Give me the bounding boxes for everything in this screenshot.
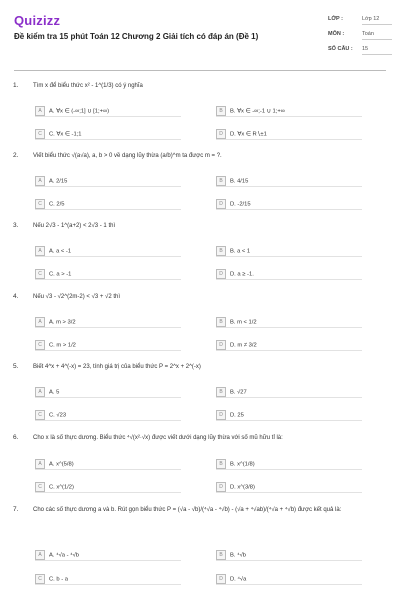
option-text: C. a > -1: [49, 271, 72, 278]
answer-option[interactable]: [35, 106, 109, 116]
option-text: A. 2/15: [49, 178, 68, 185]
option-text: B. x^(1/8): [230, 461, 255, 468]
option-text: C. m > 1/2: [49, 342, 76, 349]
option-key-box[interactable]: C: [35, 340, 45, 350]
meta-label-subject: MÔN :: [328, 31, 345, 37]
option-key-box[interactable]: D: [216, 340, 226, 350]
option-text: C. 2/5: [49, 201, 65, 208]
option-underline: [35, 560, 181, 561]
header-divider: [14, 70, 386, 71]
option-underline: [216, 139, 362, 140]
option-text: A. a < -1: [49, 248, 72, 255]
question-text: Cho các số thực dương a và b. Rút gọn biểu thức P = (√a - √b)/(⁴√a - ⁴√b) - (√a + ⁴√ab)/(⁴√a + ⁴√b) được kết quả là:: [33, 506, 342, 513]
answer-option[interactable]: [35, 459, 74, 469]
question-number: 7.: [13, 506, 19, 513]
meta-value-subject: Toán: [362, 31, 392, 40]
option-key-box[interactable]: B: [216, 176, 226, 186]
answer-option[interactable]: [216, 340, 257, 350]
answer-option[interactable]: [35, 176, 67, 186]
option-text: D. m ≠ 3/2: [230, 342, 257, 349]
option-underline: [35, 420, 181, 421]
option-underline: [35, 397, 181, 398]
meta-value-count: 15: [362, 46, 392, 55]
option-text: C. x^(1/2): [49, 484, 74, 491]
answer-option[interactable]: [35, 410, 66, 420]
option-key-box[interactable]: A: [35, 106, 45, 116]
option-text: B. ⁴√b: [230, 552, 246, 559]
answer-option[interactable]: [216, 410, 244, 420]
answer-option[interactable]: [35, 387, 59, 397]
option-text: C. b - a: [49, 576, 69, 583]
option-underline: [216, 116, 362, 117]
option-underline: [216, 397, 362, 398]
option-key-box[interactable]: A: [35, 176, 45, 186]
answer-option[interactable]: [216, 387, 247, 397]
option-key-box[interactable]: D: [216, 410, 226, 420]
meta-value-class: Lớp 12: [362, 16, 392, 25]
option-underline: [35, 209, 181, 210]
meta-label-class: LỚP :: [328, 16, 343, 22]
answer-option[interactable]: [35, 246, 71, 256]
question-number: 5.: [13, 363, 19, 370]
option-key-box[interactable]: A: [35, 550, 45, 560]
option-underline: [35, 350, 181, 351]
answer-option[interactable]: [216, 246, 250, 256]
answer-option[interactable]: [216, 106, 285, 116]
option-key-box[interactable]: C: [35, 199, 45, 209]
answer-option[interactable]: [35, 550, 79, 560]
question-number: 4.: [13, 293, 19, 300]
question-text: Nếu 2√3 - 1^(a+2) < 2√3 - 1 thì: [33, 222, 116, 229]
question-number: 1.: [13, 82, 19, 89]
option-underline: [216, 584, 362, 585]
option-underline: [216, 186, 362, 187]
option-text: D. 25: [230, 412, 244, 419]
option-key-box[interactable]: B: [216, 550, 226, 560]
question-text: Viết biểu thức √(a√a), a, b > 0 về dạng lũy thừa (a/b)^m ta được m = ?.: [33, 152, 222, 159]
option-text: C. √23: [49, 412, 67, 419]
option-key-box[interactable]: A: [35, 246, 45, 256]
quizizz-logo: Quizizz: [14, 13, 61, 28]
option-text: B. √27: [230, 389, 247, 396]
option-key-box[interactable]: C: [35, 574, 45, 584]
option-key-box[interactable]: D: [216, 574, 226, 584]
option-text: D. a ≥ -1.: [230, 271, 254, 278]
option-key-box[interactable]: B: [216, 387, 226, 397]
option-underline: [35, 186, 181, 187]
option-underline: [216, 469, 362, 470]
option-key-box[interactable]: D: [216, 269, 226, 279]
answer-option[interactable]: [216, 459, 255, 469]
question-text: Biết 4^x + 4^(-x) = 23, tính giá trị của biểu thức P = 2^x + 2^(-x): [33, 363, 201, 370]
option-key-box[interactable]: B: [216, 459, 226, 469]
answer-option[interactable]: [216, 482, 255, 492]
option-text: A. ∀x ∈ (-∞;1] ∪ [1;+∞): [49, 108, 110, 115]
option-text: A. ⁴√a - ⁴√b: [49, 552, 80, 559]
meta-label-count: SỐ CÂU :: [328, 46, 353, 52]
option-underline: [35, 256, 181, 257]
option-underline: [216, 560, 362, 561]
answer-option[interactable]: [216, 269, 254, 279]
option-text: C. ∀x ∈ -1;1: [49, 131, 82, 138]
option-text: B. ∀x ∈ -∞;-1 ∪ 1;+∞: [230, 108, 285, 115]
option-underline: [216, 209, 362, 210]
option-underline: [35, 584, 181, 585]
answer-option[interactable]: [35, 482, 74, 492]
option-text: D. ⁴√a: [230, 576, 247, 583]
option-underline: [35, 327, 181, 328]
option-text: D. x^(3/8): [230, 484, 255, 491]
option-key-box[interactable]: D: [216, 199, 226, 209]
option-text: A. x^(5/8): [49, 461, 74, 468]
answer-option[interactable]: [35, 317, 76, 327]
option-underline: [35, 469, 181, 470]
option-text: B. 4/15: [230, 178, 249, 185]
option-underline: [35, 116, 181, 117]
option-key-box[interactable]: C: [35, 129, 45, 139]
question-number: 3.: [13, 222, 19, 229]
option-key-box[interactable]: C: [35, 269, 45, 279]
answer-option[interactable]: [216, 176, 248, 186]
answer-option[interactable]: [35, 340, 76, 350]
option-key-box[interactable]: B: [216, 106, 226, 116]
question-text: Cho x là số thực dương. Biểu thức ⁴√(x²·√x) được viết dưới dạng lũy thừa với số mũ hữu tỉ là:: [33, 434, 283, 441]
option-text: D. -2/15: [230, 201, 251, 208]
question-number: 2.: [13, 152, 19, 159]
answer-option[interactable]: [35, 129, 82, 139]
option-underline: [35, 492, 181, 493]
option-underline: [216, 256, 362, 257]
answer-option[interactable]: [35, 199, 64, 209]
answer-option[interactable]: [35, 269, 71, 279]
answer-option[interactable]: [35, 574, 68, 584]
option-text: A. 5: [49, 389, 60, 396]
option-underline: [216, 420, 362, 421]
option-text: B. m < 1/2: [230, 319, 257, 326]
option-key-box[interactable]: D: [216, 129, 226, 139]
answer-option[interactable]: [216, 129, 267, 139]
option-text: D. ∀x ∈ R∖±1: [230, 131, 267, 138]
option-text: B. a < 1: [230, 248, 251, 255]
option-underline: [216, 279, 362, 280]
answer-option[interactable]: [216, 550, 246, 560]
answer-option[interactable]: [216, 574, 246, 584]
header: [0, 0, 400, 62]
answer-option[interactable]: [216, 317, 257, 327]
answer-option[interactable]: [216, 199, 251, 209]
option-underline: [35, 279, 181, 280]
option-key-box[interactable]: A: [35, 459, 45, 469]
option-key-box[interactable]: B: [216, 317, 226, 327]
question-number: 6.: [13, 434, 19, 441]
option-underline: [35, 139, 181, 140]
question-text: Tìm x để biểu thức x² - 1^(1/3) có ý nghĩa: [33, 82, 143, 89]
option-key-box[interactable]: A: [35, 387, 45, 397]
option-key-box[interactable]: C: [35, 482, 45, 492]
option-text: A. m > 3/2: [49, 319, 76, 326]
option-underline: [216, 350, 362, 351]
option-underline: [216, 327, 362, 328]
option-key-box[interactable]: A: [35, 317, 45, 327]
question-text: Nếu √3 - √2^(2m-2) < √3 + √2 thì: [33, 293, 121, 300]
option-key-box[interactable]: C: [35, 410, 45, 420]
option-key-box[interactable]: B: [216, 246, 226, 256]
page-title: Đề kiểm tra 15 phút Toán 12 Chương 2 Giải tích có đáp án (Đề 1): [14, 32, 259, 41]
option-key-box[interactable]: D: [216, 482, 226, 492]
option-underline: [216, 492, 362, 493]
